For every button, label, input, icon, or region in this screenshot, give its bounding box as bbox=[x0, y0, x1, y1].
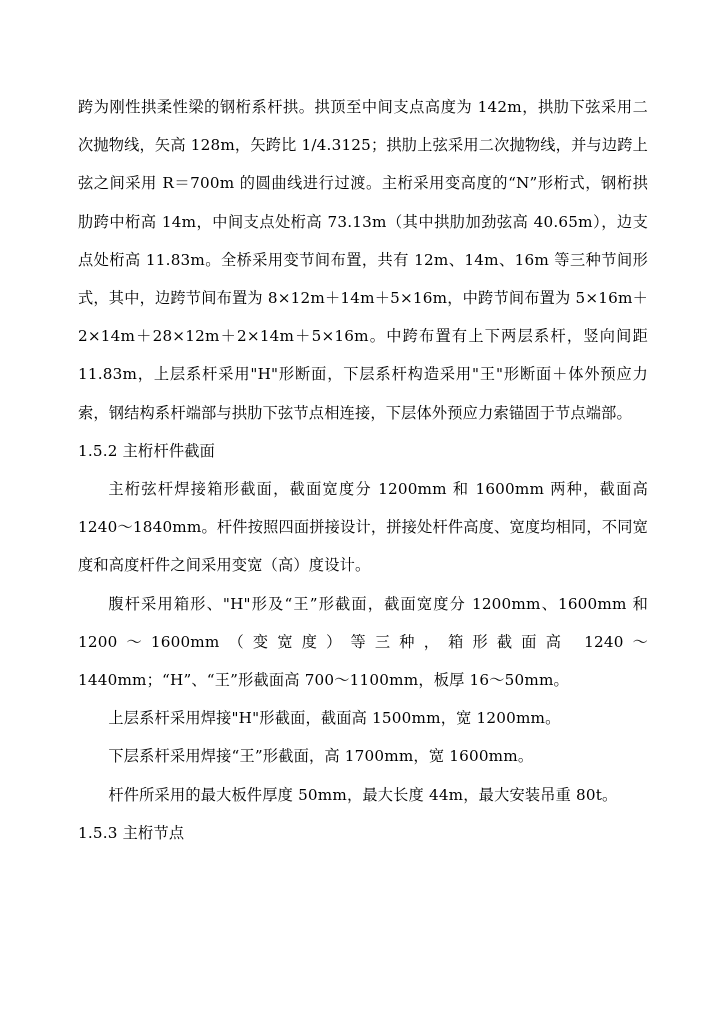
body-paragraph-3: 腹杆采用箱形、"H"形及“王”形截面，截面宽度分 1200mm、1600mm 和 1200～1600mm（变宽度）等三种，箱形截面高 1240～1440mm；“H”、“王”形截面高 700～1100mm，板厚 16～50mm。 bbox=[78, 594, 648, 690]
document-body bbox=[78, 88, 648, 852]
section-heading-1-5-3: 1.5.3 主桁节点 bbox=[78, 823, 185, 842]
body-paragraph-4: 上层系杆采用焊接"H"形截面，截面高 1500mm，宽 1200mm。 bbox=[108, 709, 561, 728]
body-paragraph-6: 杆件所采用的最大板件厚度 50mm，最大长度 44m，最大安装吊重 80t。 bbox=[108, 785, 618, 804]
body-paragraph-2: 主桁弦杆焊接箱形截面，截面宽度分 1200mm 和 1600mm 两种，截面高 1240～1840mm。杆件按照四面拼接设计，拼接处杆件高度、宽度均相同，不同宽度和高度杆件之间采用变宽（高）度设计。 bbox=[78, 480, 648, 575]
body-paragraph-5: 下层系杆采用焊接“王”形截面，高 1700mm，宽 1600mm。 bbox=[108, 747, 534, 766]
section-heading-1-5-2: 1.5.2 主桁杆件截面 bbox=[78, 441, 215, 460]
body-paragraph-1: 跨为刚性拱柔性梁的钢桁系杆拱。拱顶至中间支点高度为 142m，拱肋下弦采用二次抛物线，矢高 128m，矢跨比 1/4.3125；拱肋上弦采用二次抛物线，并与边跨上弦之间采用 R＝700m 的圆曲线进行过渡。主桁采用变高度的“N”形桁式，钢桁拱肋跨中桁高 14m，中间支点处桁高 73.13m（其中拱肋加劲弦高 40.65m），边支点处桁高 11.83m。全桥采用变节间布置，共有 12m、14m、16m 等三种节间形式，其中，边跨节间布置为 8×12m＋14m＋5×16m，中跨节间布置为 5×16m＋2×14m＋28×12m＋2×14m＋5×16m。中跨布置有上下两层系杆，竖向间距 11.83m，上层系杆采用"H"形断面，下层系杆构造采用"王"形断面＋体外预应力索，钢结构系杆端部与拱肋下弦节点相连接，下层体外预应力索锚固于节点端部。 bbox=[78, 98, 649, 422]
